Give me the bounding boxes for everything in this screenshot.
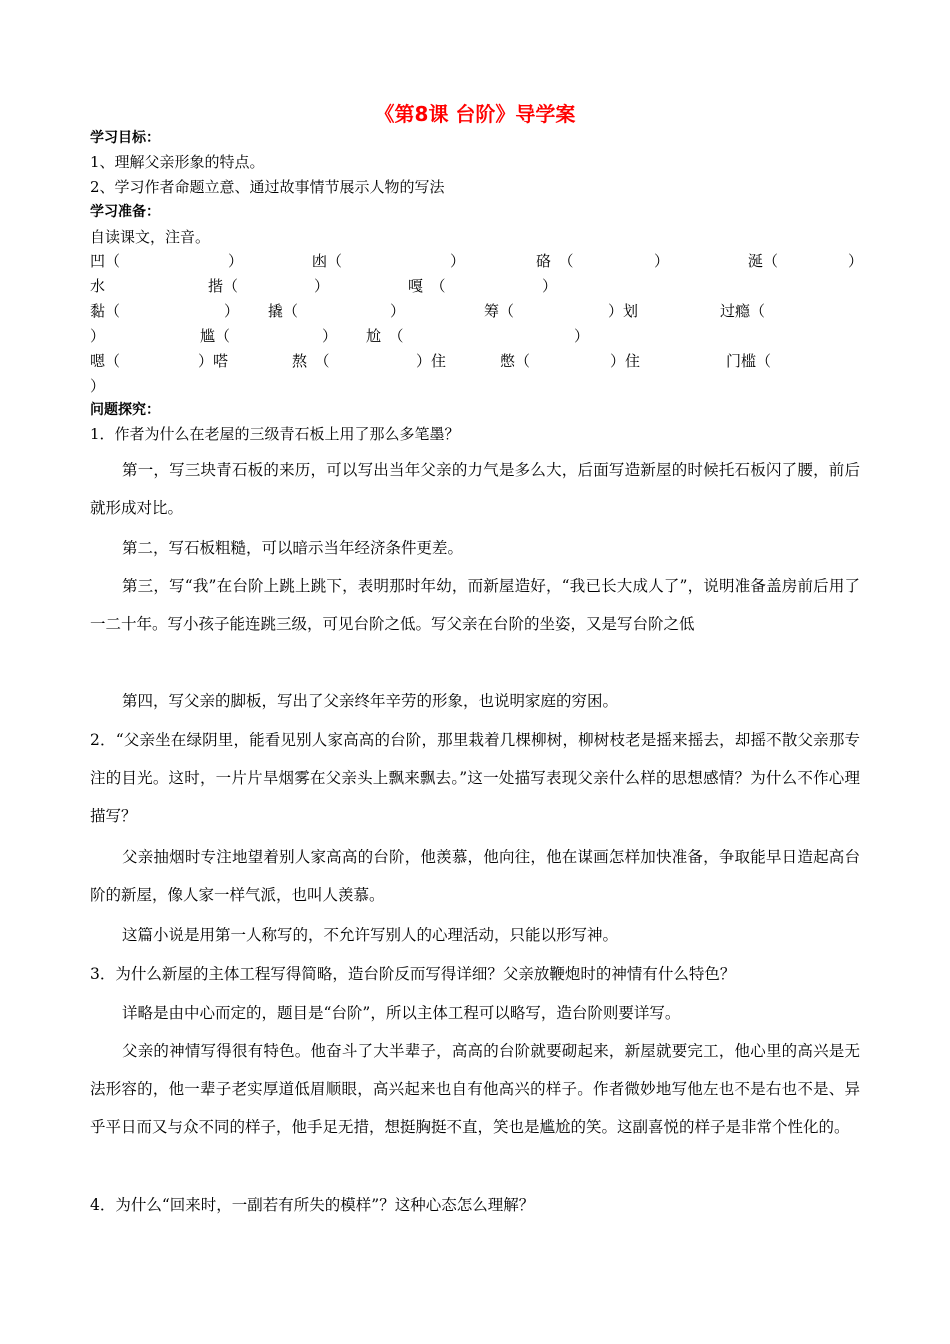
document-title: 《第8课 台阶》导学案 [374,102,576,126]
pinyin-cell: 憋（ [500,352,531,370]
pinyin-cell: 尴（ [200,327,231,345]
pinyin-cell: 尬 （ [366,327,404,345]
pinyin-cell: ） [848,252,864,270]
answer-paragraph: 第一，写三块青石板的来历，可以写出当年父亲的力气是多么大，后面写造新屋的时候托石板闪了腰，前后就形成对比。 [90,461,860,517]
pinyin-cell: ） [322,327,338,345]
pinyin-cell: ）划 [608,302,639,320]
answer-paragraph: 这篇小说是用第一人称写的，不允许写别人的心理活动，只能以形写神。 [122,926,619,944]
pinyin-cell: ） [450,252,466,270]
pinyin-cell: 硌 （ [536,252,574,270]
goal-item: 2、学习作者命题立意、通过故事情节展示人物的写法 [90,178,445,196]
pinyin-cell: ） [390,302,406,320]
pinyin-cell: ）嗒 [198,352,229,370]
pinyin-cell: ） [90,377,106,395]
pinyin-cell: 水 [90,277,106,295]
prep-intro: 自读课文，注音。 [90,228,211,246]
answer-paragraph: 第四，写父亲的脚板，写出了父亲终年辛劳的形象，也说明家庭的穷困。 [122,692,619,710]
pinyin-cell: 揩（ [208,277,239,295]
prep-heading: 学习准备： [90,204,160,220]
pinyin-cell: ） [314,277,330,295]
pinyin-cell: 凹（ [90,252,121,270]
pinyin-cell: 筹（ [484,302,515,320]
pinyin-cell: ）住 [416,352,447,370]
question: 3．为什么新屋的主体工程写得简略，造台阶反而写得详细？父亲放鞭炮时的神情有什么特色？ [90,965,736,983]
pinyin-cell: 涎（ [748,252,779,270]
pinyin-cell: ） [228,252,244,270]
goals-heading: 学习目标： [90,130,160,146]
pinyin-cell: 嘎 （ [408,277,446,295]
pinyin-cell: 熬 （ [292,352,330,370]
pinyin-cell: ） [542,277,558,295]
pinyin-cell: ）住 [610,352,641,370]
answer-paragraph: 第二，写石板粗糙，可以暗示当年经济条件更差。 [122,539,464,557]
pinyin-cell: 门槛（ [726,352,772,370]
question: 1．作者为什么在老屋的三级青石板上用了那么多笔墨？ [90,425,460,443]
pinyin-cell: ） [654,252,670,270]
answer-paragraph: 父亲抽烟时专注地望着别人家高高的台阶，他羡慕，他向往，他在谋画怎样加快准备，争取能早日造起高台阶的新屋，像人家一样气派，也叫人羡慕。 [90,848,860,904]
answer-paragraph: 详略是由中心而定的，题目是“台阶”，所以主体工程可以略写，造台阶则要详写。 [122,1004,681,1022]
pinyin-cell: 撬（ [268,302,299,320]
pinyin-cell: ） [574,327,590,345]
pinyin-cell: 凼（ [312,252,343,270]
question: 4．为什么“回来时，一副若有所失的模样”？这种心态怎么理解？ [90,1196,535,1214]
explore-heading: 问题探究： [90,402,160,418]
answer-paragraph: 父亲的神情写得很有特色。他奋斗了大半辈子，高高的台阶就要砌起来，新屋就要完工，他心里的高兴是无法形容的，他一辈子老实厚道低眉顺眼，高兴起来也自有他高兴的样子。作者微妙地写他左也不是右也不是、异乎平日而又与众不同的样子，他手足无措，想挺胸挺不直，笑也是尴尬的笑。这副喜悦的样子是非常个性化的。 [90,1042,860,1136]
pinyin-cell: 过瘾（ [720,302,766,320]
goal-item: 1、理解父亲形象的特点。 [90,153,265,171]
question: 2．“父亲坐在绿阴里，能看见别人家高高的台阶，那里栽着几棵柳树，柳树枝老是摇来摇去，却摇不散父亲那专注的目光。这时，一片片旱烟雾在父亲头上飘来飘去。”这一处描写表现父亲什么样的思想感情？为什么不作心理描写？ [90,731,860,825]
answer-paragraph: 第三，写“我”在台阶上跳上跳下，表明那时年幼，而新屋造好，“我已长大成人了”，说明准备盖房前后用了一二十年。写小孩子能连跳三级，可见台阶之低。写父亲在台阶的坐姿，又是写台阶之低 [90,577,860,633]
pinyin-cell: 嗯（ [90,352,121,370]
pinyin-cell: ） [90,327,106,345]
pinyin-cell: ） [224,302,240,320]
pinyin-cell: 黏（ [90,302,121,320]
